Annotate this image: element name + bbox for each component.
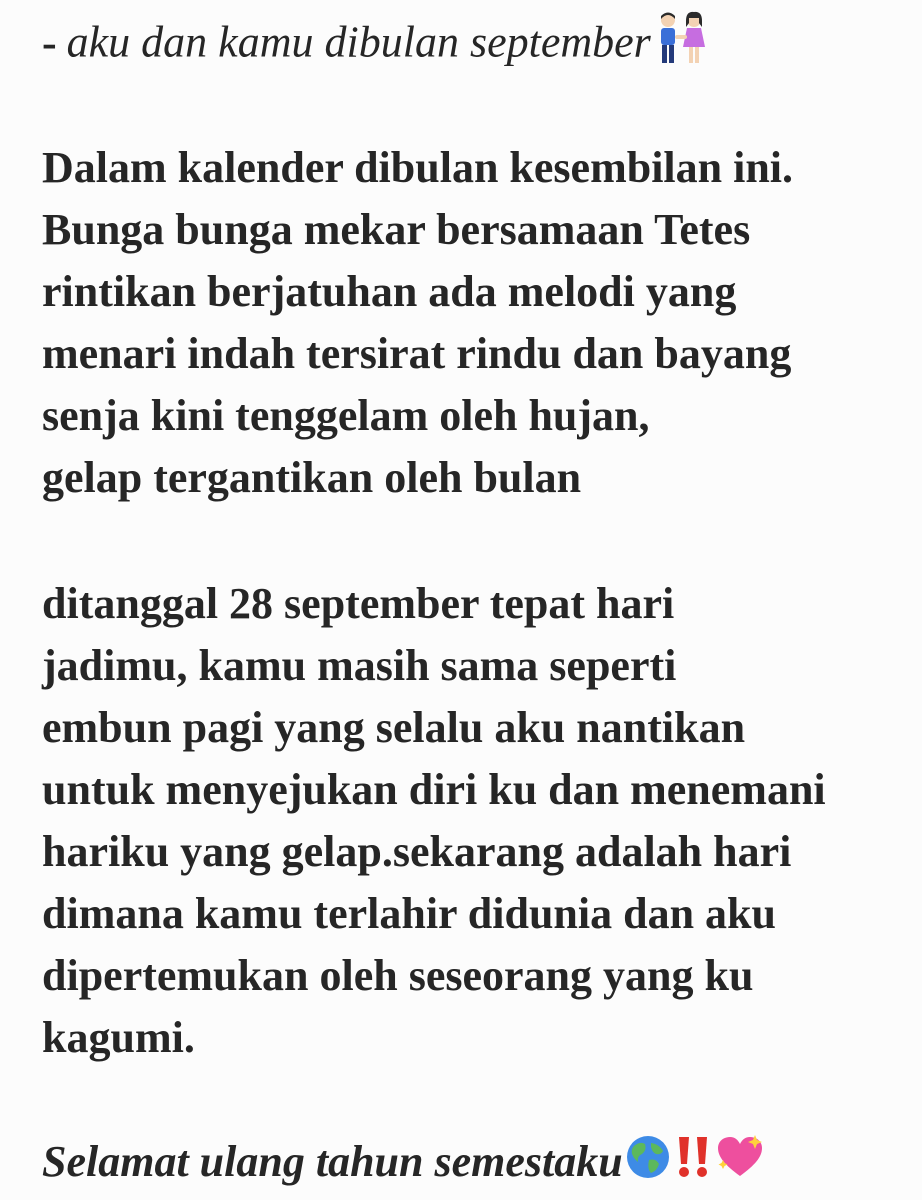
paragraph2-line-8: kagumi. — [42, 1013, 195, 1062]
globe-emoji-icon — [625, 1134, 671, 1197]
paragraph2-line-1: ditanggal 28 september tepat hari — [42, 579, 675, 628]
paragraph1-line-2: Bunga bunga mekar bersamaan Tetes — [42, 205, 751, 254]
double-exclamation-emoji-icon — [673, 1134, 713, 1197]
title-dash: - — [42, 17, 57, 67]
title-text: aku dan kamu dibulan september — [66, 17, 651, 67]
couple-emoji-icon — [653, 11, 709, 82]
paragraph2-line-7: dipertemukan oleh seseorang yang ku — [42, 951, 754, 1000]
closing-text: Selamat ulang tahun semestaku — [42, 1137, 623, 1186]
paragraph1-line-5: senja kini tenggelam oleh hujan, — [42, 391, 650, 440]
paragraph1-line-1: Dalam kalender dibulan kesembilan ini. — [42, 143, 794, 192]
closing-line — [42, 1131, 765, 1197]
paragraph2-line-2: jadimu, kamu masih sama seperti — [42, 641, 677, 690]
paragraph2-line-4: untuk menyejukan diri ku dan menemani — [42, 765, 826, 814]
paragraph2-line-3: embun pagi yang selalu aku nantikan — [42, 703, 746, 752]
paragraph1-line-3: rintikan berjatuhan ada melodi yang — [42, 267, 737, 316]
paragraph2-line-6: dimana kamu terlahir didunia dan aku — [42, 889, 776, 938]
paragraph1-line-6: gelap tergantikan oleh bulan — [42, 453, 582, 502]
title-line — [42, 11, 709, 82]
sparkling-heart-emoji-icon — [715, 1134, 765, 1197]
paragraph1-line-4: menari indah tersirat rindu dan bayang — [42, 329, 792, 378]
paragraph2-line-5: hariku yang gelap.sekarang adalah hari — [42, 827, 792, 876]
